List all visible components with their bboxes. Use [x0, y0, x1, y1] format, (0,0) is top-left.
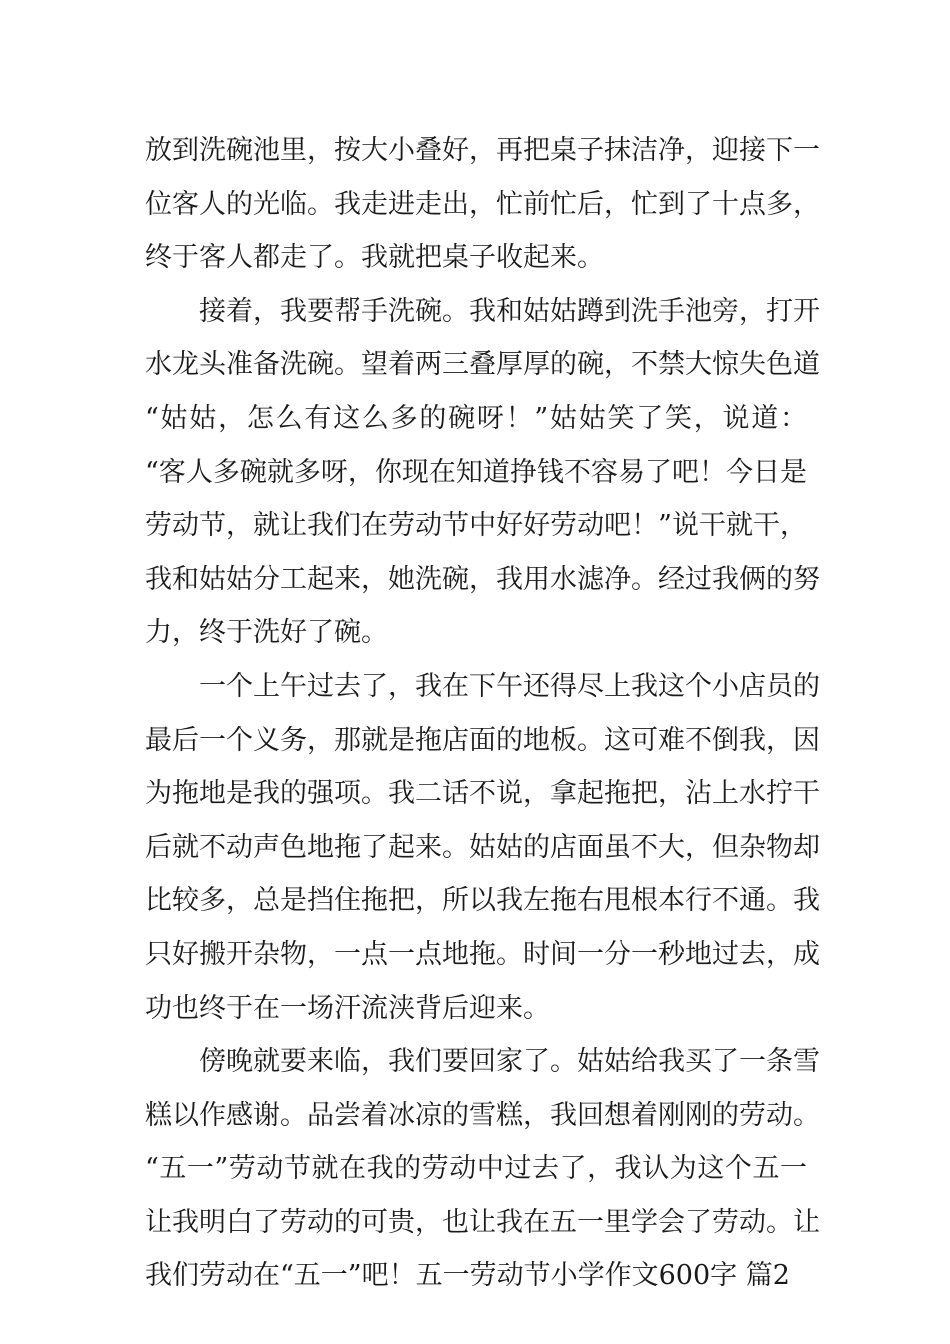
text-line: 放到洗碗池里，按大小叠好，再把桌子抹洁净，迎接下一 [145, 135, 820, 166]
text-line: 力，终于洗好了碗。 [145, 617, 388, 649]
body-text [145, 124, 820, 1303]
text-line: 后就不动声色地拖了起来。姑姑的店面虽不大，但杂物却 [145, 831, 820, 863]
paragraph-first-line: 接着，我要帮手洗碗。我和姑姑蹲到洗手池旁，打开 [199, 295, 820, 327]
text-line: 糕以作感谢。品尝着冰凉的雪糕，我回想着刚刚的劳动。 [145, 1099, 820, 1131]
text-line: 让我明白了劳动的可贵，也让我在五一里学会了劳动。让 [145, 1206, 820, 1238]
paragraph-first-line: 傍晚就要来临，我们要回家了。姑姑给我买了一条雪 [199, 1046, 820, 1078]
text-line: 我和姑姑分工起来，她洗碗，我用水滤净。经过我俩的努 [145, 563, 820, 595]
text-line: 劳动节，就让我们在劳动节中好好劳动吧！”说干就干， [145, 510, 807, 542]
text-line: 我们劳动在“五一”吧！五一劳动节小学作文600字 篇2 [145, 1260, 790, 1292]
text-line: 终于客人都走了。我就把桌子收起来。 [145, 242, 604, 274]
text-line: “客人多碗就多呀，你现在知道挣钱不容易了吧！今日是 [145, 456, 807, 488]
text-line: 比较多，总是挡住拖把，所以我左拖右甩根本行不通。我 [145, 885, 820, 917]
text-line: 位客人的光临。我走进走出，忙前忙后，忙到了十点多， [145, 188, 820, 220]
text-line: 为拖地是我的强项。我二话不说，拿起拖把，沾上水拧干 [145, 778, 820, 810]
text-line: 功也终于在一场汗流浃背后迎来。 [145, 992, 550, 1024]
text-line: “姑姑，怎么有这么多的碗呀！”姑姑笑了笑，说道： [145, 402, 807, 434]
text-line: 水龙头准备洗碗。望着两三叠厚厚的碗，不禁大惊失色道 [145, 349, 820, 381]
paragraph-first-line: 一个上午过去了，我在下午还得尽上我这个小店员的 [199, 670, 820, 702]
text-line: 只好搬开杂物，一点一点地拖。时间一分一秒地过去，成 [145, 938, 820, 970]
text-line: 最后一个义务，那就是拖店面的地板。这可难不倒我，因 [145, 724, 820, 756]
text-line: “五一”劳动节就在我的劳动中过去了，我认为这个五一 [145, 1153, 807, 1185]
